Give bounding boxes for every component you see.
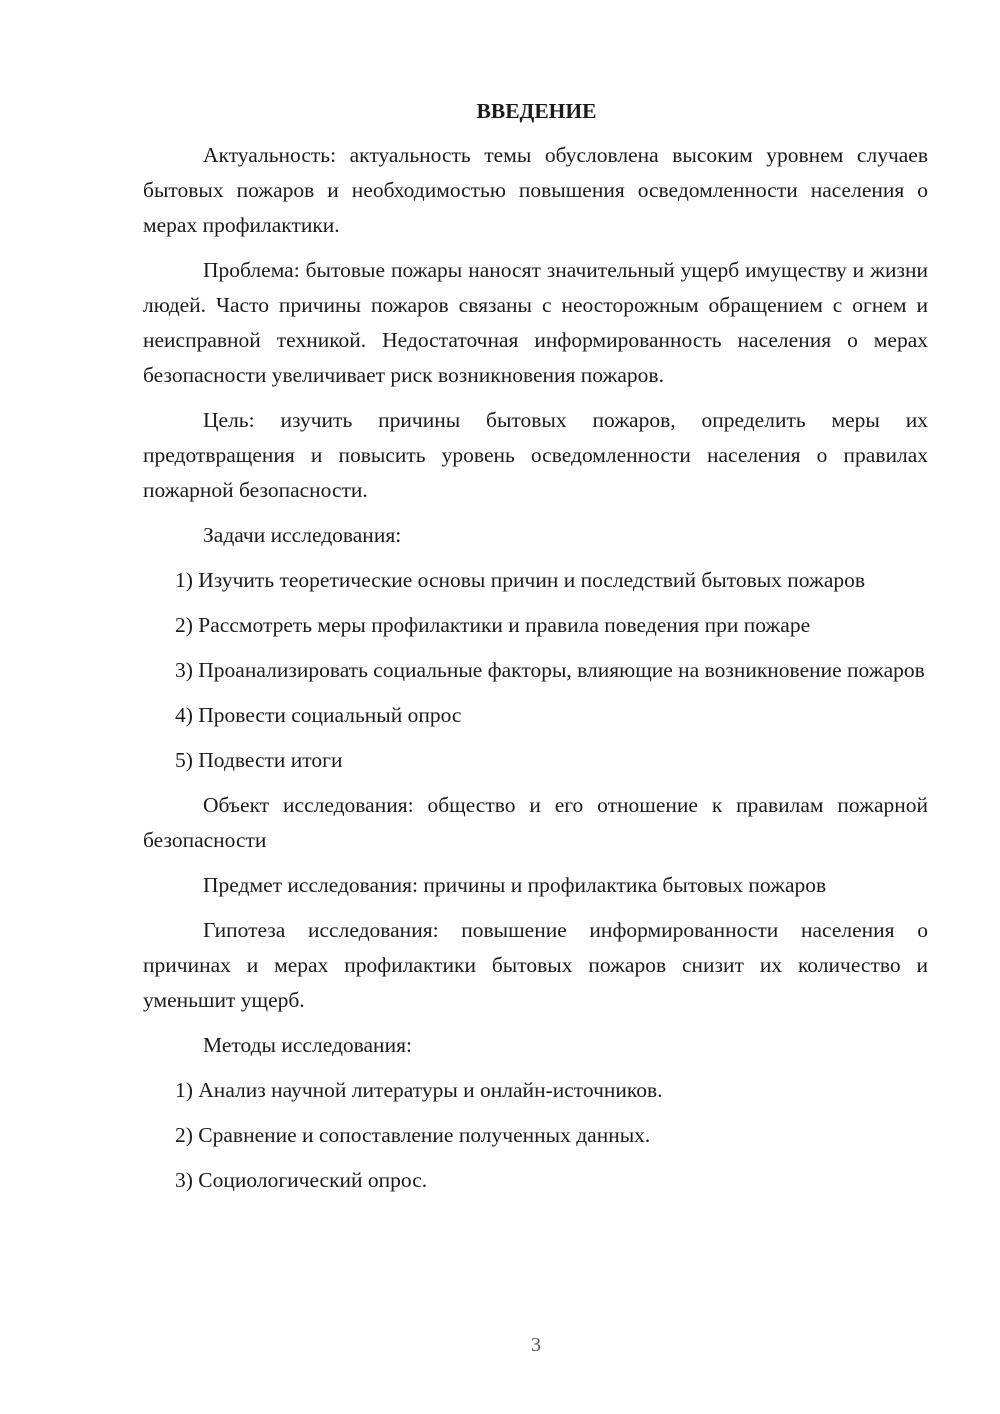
method-item-3: 3) Социологический опрос. (175, 1168, 428, 1192)
method-item-2: 2) Сравнение и сопоставление полученных данных. (175, 1123, 651, 1147)
task-item-1: 1) Изучить теоретические основы причин и последствий бытовых пожаров (175, 568, 866, 592)
method-item-1: 1) Анализ научной литературы и онлайн-источников. (175, 1078, 663, 1102)
paragraph-problem: Проблема: бытовые пожары наносят значительный ущерб имуществу и жизни людей. Часто причины пожаров связаны с неосторожным обращением с огнем и неисправной техникой. Недостаточная информированность населения о мерах безопасности увеличивает риск возникновения пожаров. (143, 258, 928, 387)
task-item-2: 2) Рассмотреть меры профилактики и правила поведения при пожаре (175, 613, 811, 637)
paragraph-object: Объект исследования: общество и его отношение к правилам пожарной безопасности (143, 793, 928, 852)
paragraph-hypothesis: Гипотеза исследования: повышение информированности населения о причинах и мерах профилактики бытовых пожаров снизит их количество и уменьшит ущерб. (143, 918, 928, 1012)
task-item-3: 3) Проанализировать социальные факторы, влияющие на возникновение пожаров (175, 658, 925, 682)
page-number: 3 (531, 1334, 541, 1356)
paragraph-relevance: Актуальность: актуальность темы обусловлена высоким уровнем случаев бытовых пожаров и необходимостью повышения осведомленности населения о мерах профилактики. (143, 143, 928, 237)
paragraph-subject: Предмет исследования: причины и профилактика бытовых пожаров (203, 873, 827, 897)
methods-heading: Методы исследования: (203, 1033, 412, 1057)
task-item-5: 5) Подвести итоги (175, 748, 343, 772)
tasks-heading: Задачи исследования: (203, 523, 402, 547)
document-page (143, 96, 928, 1208)
paragraph-goal: Цель: изучить причины бытовых пожаров, определить меры их предотвращения и повысить уровень осведомленности населения о правилах пожарной безопасности. (143, 408, 928, 502)
page-title: ВВЕДЕНИЕ (476, 99, 597, 123)
task-item-4: 4) Провести социальный опрос (175, 703, 462, 727)
